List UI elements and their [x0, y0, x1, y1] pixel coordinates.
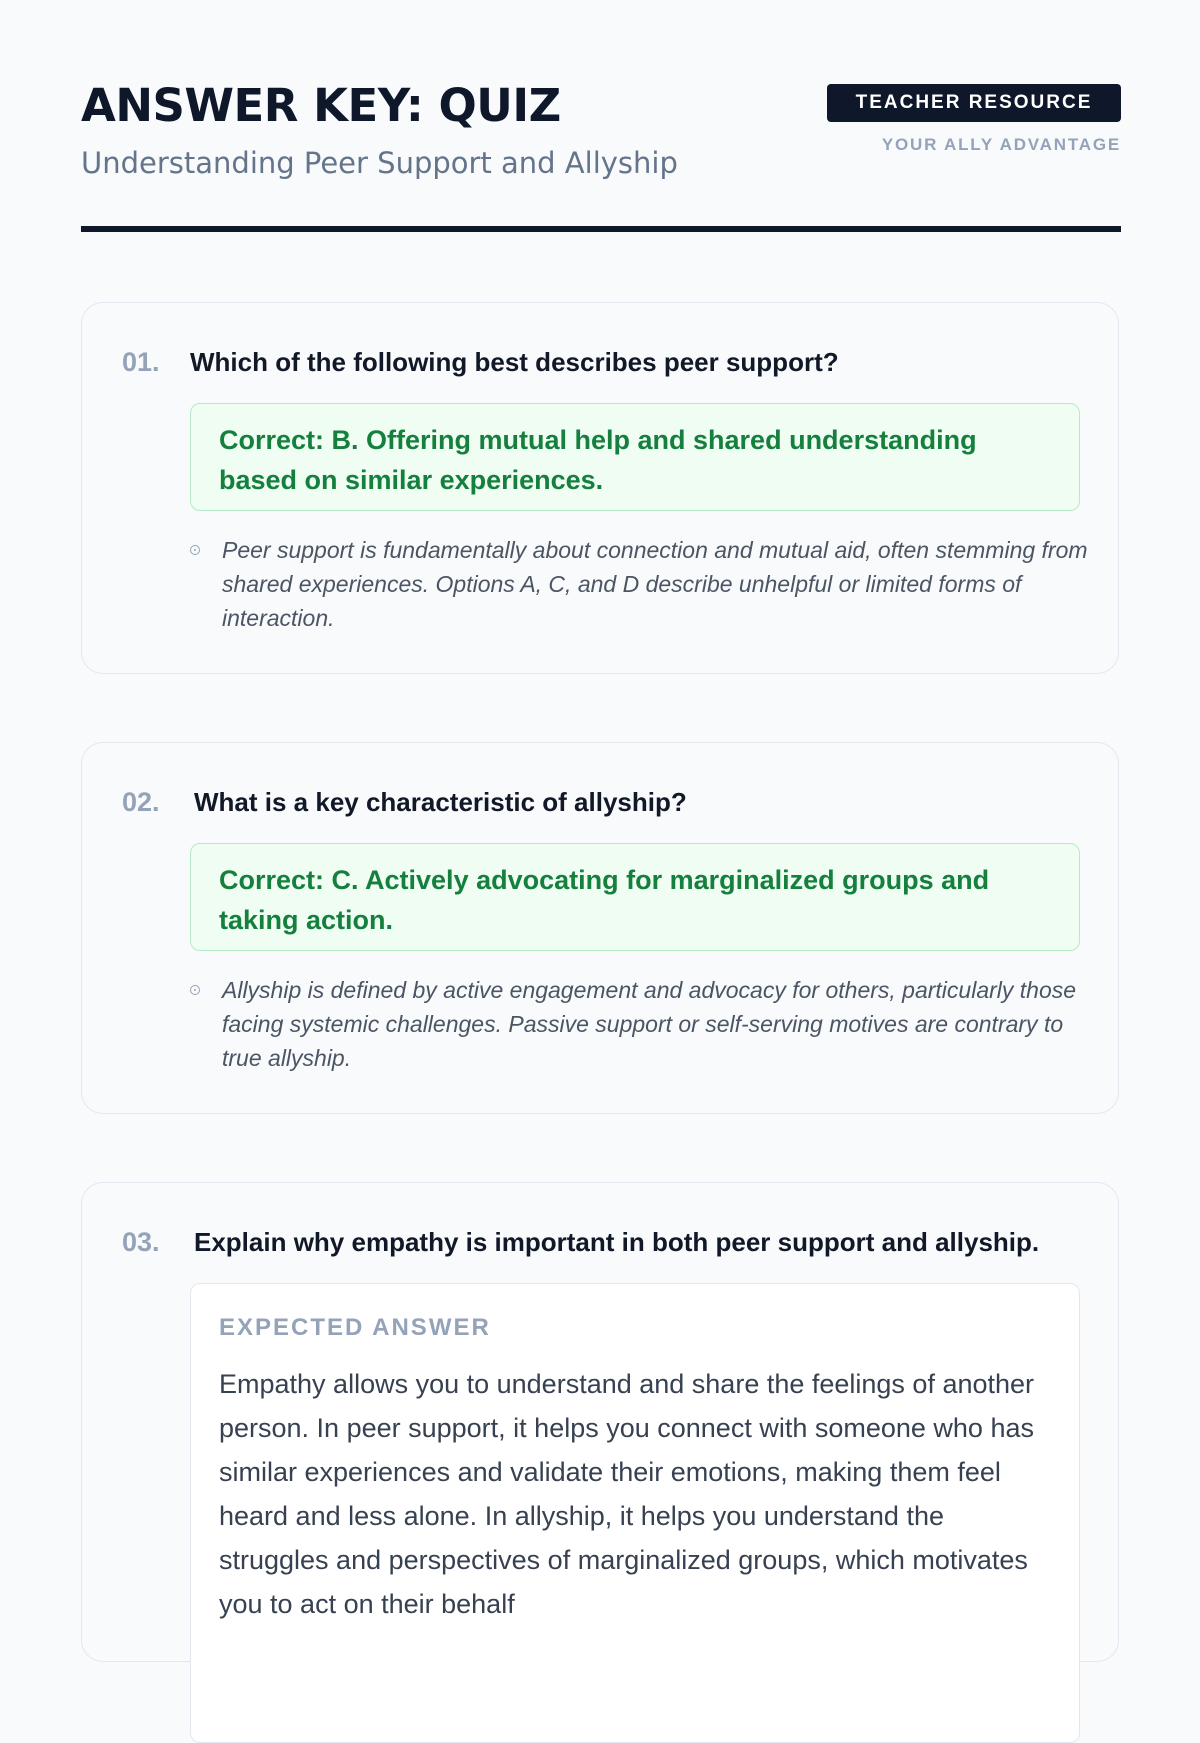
page-header: [81, 74, 1121, 234]
correct-answer-box: Correct: B. Offering mutual help and shared understanding based on similar experiences.: [190, 403, 1080, 511]
answer-explanation: Peer support is fundamentally about connection and mutual aid, often stemming from shared experiences. Options A, C, and D describe unhelpful or limited forms of interaction.: [222, 537, 1088, 631]
expected-answer-box: [190, 1283, 1080, 1743]
brand-label: YOUR ALLY ADVANTAGE: [881, 135, 1121, 154]
question-card-3: [81, 1182, 1119, 1662]
expected-answer-text: Empathy allows you to understand and share the feelings of another person. In peer support, it helps you connect with someone who has similar experiences and validate their emotions, making them feel heard and less alone. In allyship, it helps you understand the struggles and perspectives of marginalized groups, which motivates you to act on their behalf: [219, 1369, 1035, 1619]
question-prompt: Explain why empathy is important in both peer support and allyship.: [194, 1227, 1040, 1257]
answer-explanation: Allyship is defined by active engagement and advocacy for others, particularly those facing systemic challenges. Passive support or self-serving motives are contrary to true allyship.: [222, 977, 1077, 1071]
question-number: 02.: [122, 787, 160, 817]
info-icon: [190, 985, 200, 995]
expected-answer-label: EXPECTED ANSWER: [219, 1314, 491, 1341]
correct-answer-box: Correct: C. Actively advocating for marginalized groups and taking action.: [190, 843, 1080, 951]
page-title: ANSWER KEY: QUIZ: [81, 79, 561, 132]
question-card-1: [81, 302, 1119, 674]
question-prompt: Which of the following best describes peer support?: [190, 347, 839, 377]
question-number: 03.: [122, 1227, 160, 1257]
header-divider: [81, 226, 1121, 232]
info-icon: [190, 545, 200, 555]
teacher-resource-badge: TEACHER RESOURCE: [827, 84, 1121, 122]
question-prompt: What is a key characteristic of allyship?: [194, 787, 687, 817]
page-subtitle: Understanding Peer Support and Allyship: [81, 146, 678, 180]
question-number: 01.: [122, 347, 160, 377]
question-card-2: [81, 742, 1119, 1114]
